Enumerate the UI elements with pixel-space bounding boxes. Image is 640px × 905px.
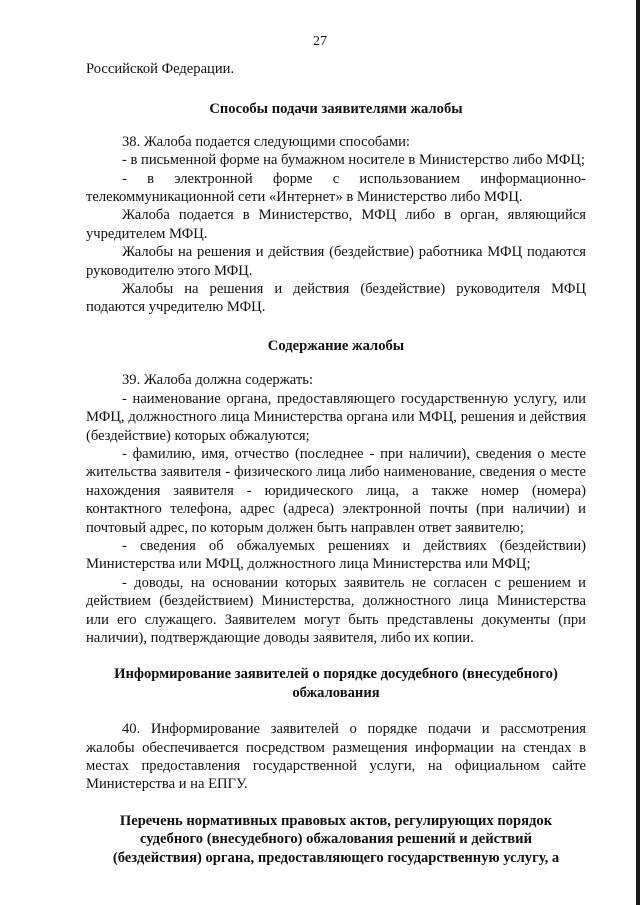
paragraph-continuation: Российской Федерации. [86,61,235,77]
document-body [86,60,586,867]
paragraph-38-recipient: Жалоба подается в Министерство, МФЦ либо в орган, являющийся учредителем МФЦ. [86,207,586,242]
paragraph-39-item-arguments: - доводы, на основании которых заявитель не согласен с решением и действием (бездействием) Министерства, должностного лица Министерства или его служащего. Заявителем могут быть представлены документы (при наличии), подтверждающие доводы заявителя, либо их копии. [86,574,586,646]
paragraph-38-item-paper: - в письменной форме на бумажном носителе в Министерство либо МФЦ; [122,152,585,169]
section-heading-submission-methods: Способы подачи заявителями жалобы [209,101,463,118]
section-heading-legal-acts: Перечень нормативных правовых актов, регулирующих порядок судебного (внесудебного) обжалования решений и действий (бездействия) органа, предоставляющего государственную услугу, а [112,812,560,866]
section-heading-informing: Информирование заявителей о порядке досудебного (внесудебного) обжалования [114,666,558,701]
paragraph-39-item-applicant: - фамилию, имя, отчество (последнее - при наличии), сведения о месте жительства заявителя - физического лица либо наименование, сведения о месте нахождения заявителя - юридического лица, а также номер (номера) контактного телефона, адрес (адреса) электронной почты (при наличии) и почтовый адрес, по которым должен быть направлен ответ заявителю; [86,445,586,536]
scan-edge-shadow [636,0,640,905]
paragraph-40: 40. Информирование заявителей о порядке подачи и рассмотрения жалобы обеспечивается посредством размещения информации на стендах в местах предоставления государственной услуги, на официальном сайте Министерства и на ЕПГУ. [86,721,586,793]
paragraph-38-worker-complaints: Жалобы на решения и действия (бездействие) работника МФЦ подаются руководителю этого МФЦ. [86,244,586,279]
paragraph-38: 38. Жалоба подается следующими способами: [122,133,410,150]
paragraph-38-item-electronic: - в электронной форме с использованием информационно-телекоммуникационной сети «Интернет» в Министерство либо МФЦ. [86,170,586,206]
paragraph-39-item-decisions: - сведения об обжалуемых решениях и действиях (бездействии) Министерства или МФЦ, должностного лица Министерства или МФЦ; [86,537,586,573]
paragraph-39: 39. Жалоба должна содержать: [122,372,313,389]
page-number: 27 [313,34,327,49]
paragraph-39-item-organ: - наименование органа, предоставляющего государственную услугу, или МФЦ, должностного лица Министерства органа или МФЦ, решения и действия (бездействие) которых обжалуются; [86,390,586,444]
section-heading-complaint-content: Содержание жалобы [267,337,405,354]
paragraph-38-head-complaints: Жалобы на решения и действия (бездействие) руководителя МФЦ подаются учредителю МФЦ. [86,281,586,316]
